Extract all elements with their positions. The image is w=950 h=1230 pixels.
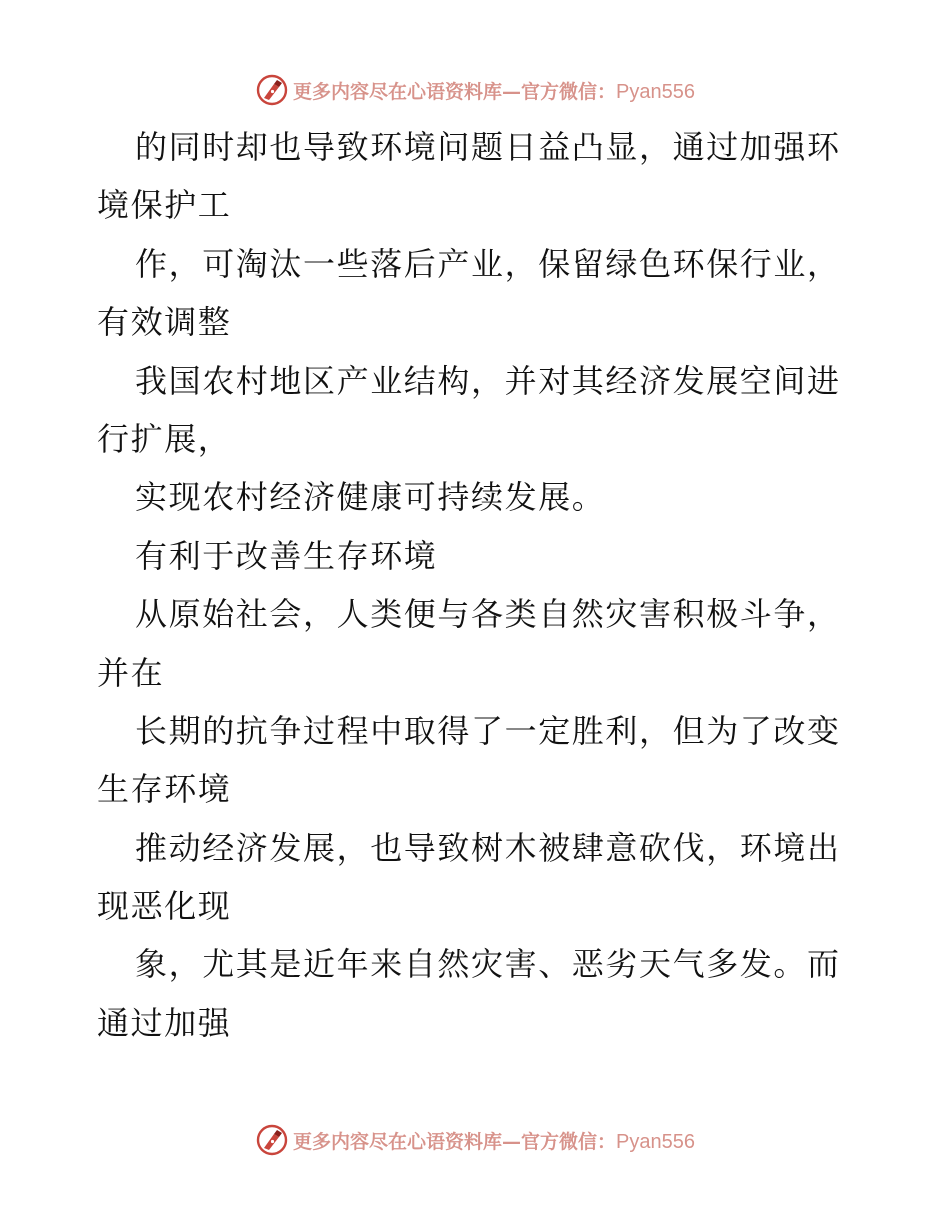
text-line: 推动经济发展，也导致树木被肆意砍伐，环境出 <box>135 828 841 867</box>
text-line: 有效调整 <box>97 303 232 342</box>
pen-nib-logo-icon <box>255 1123 289 1157</box>
banner-text <box>293 77 695 104</box>
text-line: 通过加强 <box>97 1003 232 1042</box>
text-line: 现恶化现 <box>97 887 232 926</box>
text-line: 我国农村地区产业结构，并对其经济发展空间进 <box>135 361 841 400</box>
text-line: 实现农村经济健康可持续发展。 <box>135 478 606 517</box>
banner-promo-text: 更多内容尽在心语资料库—官方微信： <box>293 1130 617 1153</box>
banner-promo-text: 更多内容尽在心语资料库—官方微信： <box>293 80 617 103</box>
text-line: 作，可淘汰一些落后产业，保留绿色环保行业， <box>135 244 841 283</box>
text-line: 象，尤其是近年来自然灾害、恶劣天气多发。而 <box>135 945 841 984</box>
text-line: 生存环境 <box>97 770 232 809</box>
text-line: 行扩展， <box>97 419 232 458</box>
banner-text <box>293 1127 695 1154</box>
text-line: 并在 <box>97 653 165 692</box>
footer-banner <box>0 1120 950 1160</box>
pen-nib-logo-icon <box>255 73 289 107</box>
document-body <box>97 118 857 1052</box>
wechat-id: Pyan556 <box>616 80 695 103</box>
text-line: 有利于改善生存环境 <box>135 536 438 575</box>
header-banner <box>0 70 950 110</box>
wechat-id: Pyan556 <box>616 1130 695 1153</box>
text-line: 的同时却也导致环境问题日益凸显，通过加强环 <box>135 128 841 166</box>
text-line: 从原始社会，人类便与各类自然灾害积极斗争， <box>135 595 841 634</box>
text-line: 长期的抗争过程中取得了一定胜利，但为了改变 <box>135 711 841 750</box>
text-line: 境保护工 <box>97 186 232 225</box>
